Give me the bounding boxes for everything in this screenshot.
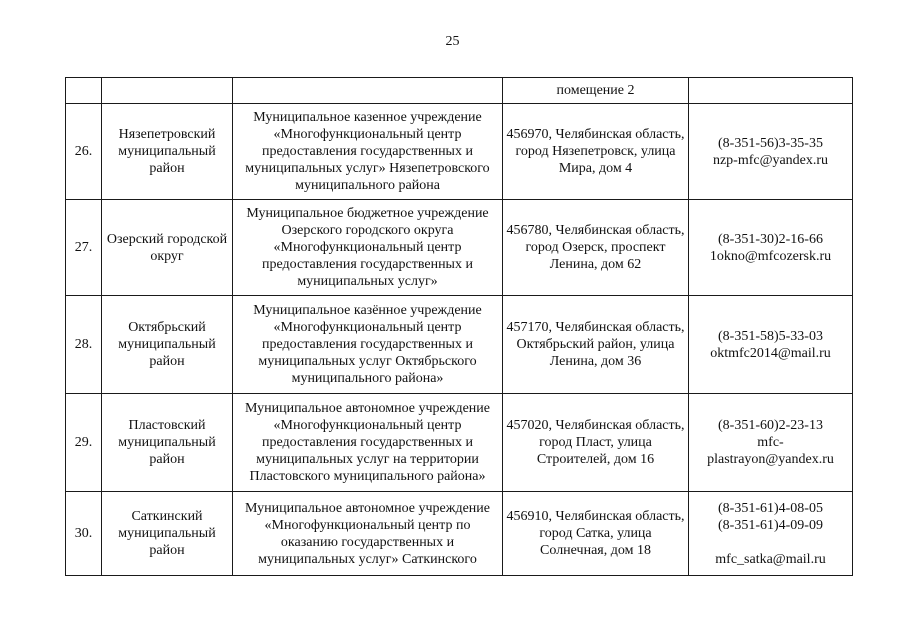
contact-email-part: mfc-	[757, 435, 784, 450]
cell-area: Саткинский муниципальный район	[102, 492, 233, 576]
cell-organization: Муниципальное автономное учреждение «Многофункциональный центр предоставления государственных и муниципальных услуг на территории Пластовского муниципального района»	[233, 394, 503, 492]
table-row	[66, 394, 853, 492]
cell-contacts	[689, 296, 853, 394]
contact-email: mfc_satka@mail.ru	[715, 551, 826, 567]
contact-phone: (8-351-56)3-35-35	[718, 135, 823, 151]
contact-phone: (8-351-30)2-16-66	[718, 231, 823, 247]
cell-address: 456780, Челябинская область, город Озерск, проспект Ленина, дом 62	[503, 200, 689, 296]
contact-email: nzp-mfc@yandex.ru	[712, 152, 829, 168]
cell-number: 28.	[66, 296, 102, 394]
cell-organization	[233, 78, 503, 104]
cell-contacts	[689, 492, 853, 576]
cell-number: 27.	[66, 200, 102, 296]
cell-area: Октябрьский муниципальный район	[102, 296, 233, 394]
cell-area	[102, 78, 233, 104]
table-row	[66, 296, 853, 394]
contact-phone: (8-351-61)4-08-05	[718, 500, 823, 516]
cell-organization: Муниципальное казённое учреждение «Многофункциональный центр предоставления государственных и муниципальных услуг Октябрьского муниципального района»	[233, 296, 503, 394]
cell-organization: Муниципальное автономное учреждение «Многофункциональный центр по оказанию государственных и муниципальных услуг» Саткинского	[233, 492, 503, 576]
cell-contacts	[689, 394, 853, 492]
mfc-registry-table	[65, 77, 853, 576]
cell-address: 457170, Челябинская область, Октябрьский район, улица Ленина, дом 36	[503, 296, 689, 394]
cell-address: 456970, Челябинская область, город Нязепетровск, улица Мира, дом 4	[503, 104, 689, 200]
table-row-continuation	[66, 78, 853, 104]
contact-phone: (8-351-61)4-09-09	[718, 517, 823, 533]
cell-number: 26.	[66, 104, 102, 200]
contact-email: 1okno@mfcozersk.ru	[709, 248, 832, 264]
cell-address: 456910, Челябинская область, город Сатка, улица Солнечная, дом 18	[503, 492, 689, 576]
contact-email-part: plastrayon@yandex.ru	[707, 452, 834, 467]
table-row	[66, 200, 853, 296]
contact-spacer	[692, 534, 849, 551]
cell-contacts	[689, 78, 853, 104]
contact-phone: (8-351-58)5-33-03	[718, 328, 823, 344]
cell-contacts	[689, 104, 853, 200]
cell-address: помещение 2	[503, 78, 689, 104]
cell-number: 30.	[66, 492, 102, 576]
page-number: 25	[445, 34, 460, 49]
cell-organization: Муниципальное казенное учреждение «Многофункциональный центр предоставления государственных и муниципальных услуг» Нязепетровского муниципального района	[233, 104, 503, 200]
table-row	[66, 492, 853, 576]
contact-email: oktmfc2014@mail.ru	[710, 345, 831, 361]
cell-number	[66, 78, 102, 104]
cell-area: Нязепетровский муниципальный район	[102, 104, 233, 200]
cell-contacts	[689, 200, 853, 296]
cell-area: Озерский городской округ	[102, 200, 233, 296]
cell-area: Пластовский муниципальный район	[102, 394, 233, 492]
cell-organization: Муниципальное бюджетное учреждение Озерского городского округа «Многофункциональный центр предоставления государственных и муниципальных услуг»	[233, 200, 503, 296]
cell-address: 457020, Челябинская область, город Пласт, улица Строителей, дом 16	[503, 394, 689, 492]
cell-number: 29.	[66, 394, 102, 492]
contact-phone: (8-351-60)2-23-13	[718, 418, 823, 433]
table-row	[66, 104, 853, 200]
